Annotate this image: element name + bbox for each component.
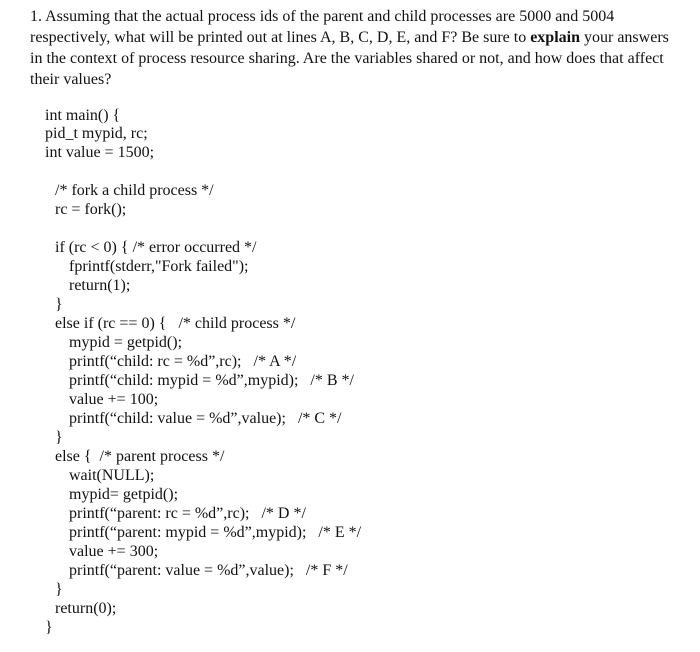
code-line: value += 100; [69, 391, 159, 408]
question-text-part2: your answers in the context of process resource sharing. Are the variables shared or not, and how does that affect their values? [30, 29, 669, 88]
code-line: } [55, 296, 63, 313]
code-line: fprintf(stderr,"Fork failed"); [69, 258, 249, 275]
code-line: } [55, 581, 63, 598]
code-line: /* fork a child process */ [55, 182, 214, 199]
code-line: printf(“child: value = %d”,value); /* C */ [69, 410, 342, 427]
code-line: } [45, 619, 53, 636]
code-line: return(1); [69, 277, 131, 294]
code-line: value += 300; [69, 543, 159, 560]
code-line: printf(“parent: mypid = %d”,mypid); /* E */ [69, 524, 362, 541]
code-line: int value = 1500; [45, 144, 155, 161]
code-line: pid_t mypid, rc; [45, 125, 148, 142]
code-line: return(0); [55, 600, 117, 617]
code-line: if (rc < 0) { /* error occurred */ [55, 239, 257, 256]
question-text [30, 6, 680, 90]
code-line: else if (rc == 0) { /* child process */ [55, 315, 296, 332]
code-line: mypid = getpid(); [69, 334, 183, 351]
code-line: } [55, 429, 63, 446]
code-line: rc = fork(); [55, 201, 127, 218]
code-line: mypid= getpid(); [69, 486, 179, 503]
code-line: printf(“parent: value = %d”,value); /* F */ [69, 562, 348, 579]
question-text-part1: 1. Assuming that the actual process ids of the parent and child processes are 5000 and 5004 respectively, what will be printed out at lines A, B, C, D, E, and F? Be sure to [30, 8, 615, 46]
code-line: else { /* parent process */ [55, 448, 225, 465]
code-line: printf(“child: rc = %d”,rc); /* A */ [69, 353, 297, 370]
code-line: printf(“parent: rc = %d”,rc); /* D */ [69, 505, 306, 522]
code-line: printf(“child: mypid = %d”,mypid); /* B */ [69, 372, 354, 389]
code-line: wait(NULL); [69, 467, 155, 484]
code-line: int main() { [45, 107, 121, 124]
explain-emphasis: explain [530, 29, 580, 46]
